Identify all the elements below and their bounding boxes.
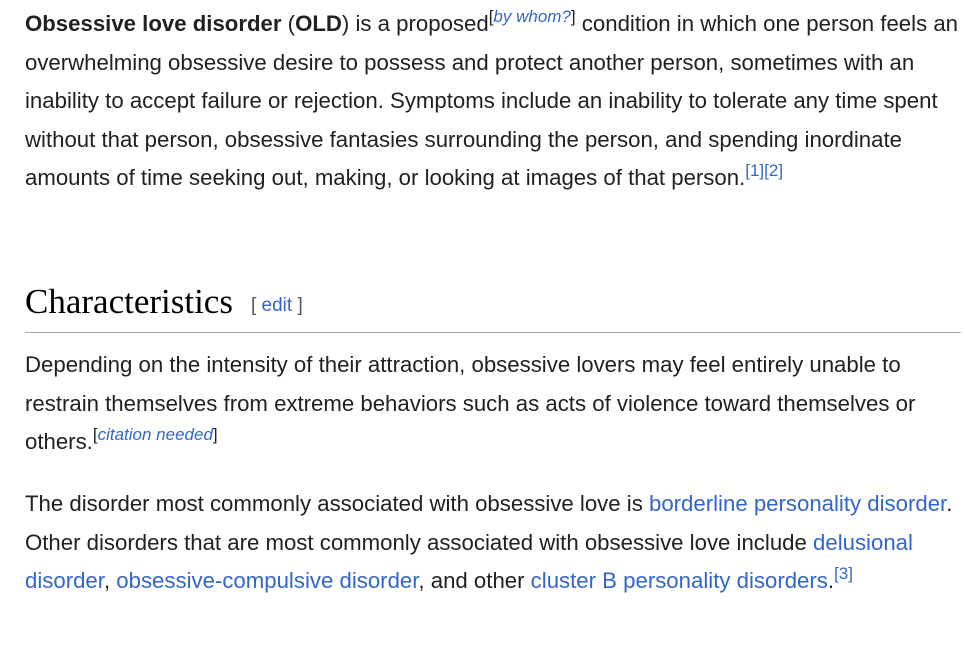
reference-2 [764,161,783,180]
characteristics-paragraph-1 [25,346,961,462]
link-borderline-personality-disorder[interactable]: borderline personality disorder [648,491,947,516]
section-heading [25,280,961,333]
reference-3 [834,564,853,583]
intro-paragraph [25,5,961,198]
characteristics-text: Depending on the intensity of their attraction, obsessive lovers may feel entirely unable to restrain themselves from extreme behaviors such as acts of violence toward themselves or others. [25,352,916,454]
intro-after-abbr: ) is a proposed [341,11,489,36]
section-title: Characteristics [25,282,233,321]
by-whom-link[interactable]: by whom? [493,6,571,26]
link-obsessive-compulsive-disorder[interactable]: obsessive-compulsive disorder [116,568,419,593]
edit-section-link[interactable]: edit [261,295,293,316]
edit-section: [ edit ] [250,295,303,316]
reference-3-link[interactable]: [3] [834,563,853,583]
reference-1 [745,161,764,180]
reference-2-link[interactable]: [2] [764,160,784,180]
citation-needed-link[interactable]: citation needed [97,424,213,444]
article-term: Obsessive love disorder [25,11,282,36]
link-cluster-b-personality-disorders[interactable]: cluster B personality disorders [530,568,828,593]
citation-needed-tag: [citation needed] [92,424,218,444]
intro-open-paren: ( [281,11,296,36]
characteristics-paragraph-2: The disorder most commonly associated with obsessive love is borderline personality disorder. Other disorders that are most commonly associated with obsessive love include delusional disorder, obsessive-compulsive disorder, and other cluster B personality disorders.[3] [25,491,953,593]
reference-1-link[interactable]: [1] [745,160,765,180]
intro-body-text: condition in which one person feels an overwhelming obsessive desire to possess and protect another person, sometimes with an inability to accept failure or rejection. Symptoms include an inability to tolerate any time spent without that person, obsessive fantasies surrounding the person, and spending inordinate amounts of time seeking out, making, or looking at images of that person. [25,11,959,190]
article-abbreviation: OLD [295,11,342,36]
link-delusional-disorder[interactable]: delusional disorder [25,529,913,593]
by-whom-tag: [by whom?] [488,6,576,26]
